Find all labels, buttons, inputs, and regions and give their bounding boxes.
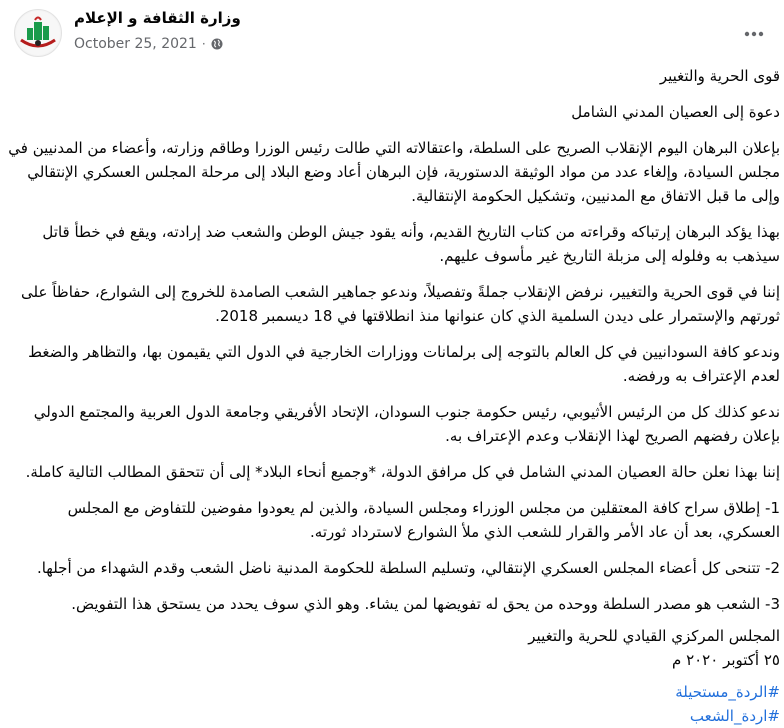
ministry-logo-icon: [15, 10, 61, 56]
demand-item: 2- تتنحى كل أعضاء المجلس العسكري الإنتقالي، وتسليم السلطة للحكومة المدنية ناضل الشعب وقدم الشهداء من أجلها.: [36, 559, 780, 577]
hashtags: [4, 680, 780, 728]
post-paragraph: بإعلان البرهان اليوم الإنقلاب الصريح على السلطة، واعتقالاته التي طالت رئيس الوزرا وطاقم وزارته، وأعضاء من المدنيين في مجلس السيادة، وإلغاء عدد من مواد الوثيقة الدستورية، فإن البرهان أعاد وضع البلاد إلى مرحلة المجلس العسكري الإنتقالي وإلى ما قبل الاتفاق مع المدنيين، وتشكيل الحكومة الإنتقالية.: [8, 139, 780, 205]
hashtag-link[interactable]: #الردة_مستحيلة: [675, 683, 780, 701]
post-header: [0, 0, 784, 60]
post-title: قوى الحرية والتغيير: [659, 67, 780, 85]
post-paragraph: بهذا يؤكد البرهان إرتباكه وقراءته من كتاب التاريخ القديم، وأنه يقود جيش الوطن والشعب ضد إرادته، ويقع في خطأ قاتل سيذهب به وفلوله إلى مزبلة التاريخ غير مأسوف عليهم.: [42, 223, 780, 265]
signature: [4, 624, 780, 672]
signature-date: ٢٥ أكتوبر ٢٠٢٠ م: [672, 651, 780, 669]
post-body: [4, 64, 780, 728]
post-timestamp[interactable]: October 25, 2021: [74, 36, 197, 52]
more-options-button[interactable]: [736, 16, 772, 52]
page-avatar[interactable]: [14, 9, 62, 57]
demand-item: 3- الشعب هو مصدر السلطة ووحده من يحق له تفويضها لمن يشاء. وهو الذي سوف يحدد من يستحق هذا التفويض.: [71, 595, 780, 613]
post-subtitle: دعوة إلى العصيان المدني الشامل: [571, 103, 780, 121]
post-paragraph: إننا في قوى الحرية والتغيير، نرفض الإنقلاب جملةً وتفصيلاً، وندعو جماهير الشعب الصامدة للخروج إلى الشوارع، حفاظاً على ثورتهم والإستمرار على ديدن السلمية الذي كان عنوانها منذ انطلاقتها في 18 ديسمبر 2018.: [21, 283, 780, 325]
post-paragraph: إننا بهذا نعلن حالة العصيان المدني الشامل في كل مرافق الدولة، *وجميع أنحاء البلاد* إلى أن تتحقق المطالب التالية كاملة.: [25, 463, 780, 481]
page-name[interactable]: وزارة الثقافة و الإعلام: [74, 9, 241, 27]
more-dots-icon: [744, 31, 764, 37]
demand-item: 1- إطلاق سراح كافة المعتقلين من مجلس الوزراء ومجلس السيادة، والذين لم يعودوا مفوضين للتفاوض مع المجلس العسكري، بعد أن عاد الأمر والقرار للشعب الذي ملأ الشوارع لاسترداد ثورته.: [67, 499, 780, 541]
hashtag-link[interactable]: #اردة_الشعب: [689, 707, 780, 725]
meta-separator: ·: [201, 37, 206, 51]
globe-icon[interactable]: [211, 38, 223, 50]
post-paragraph: ندعو كذلك كل من الرئيس الأثيوبي، رئيس حكومة جنوب السودان، الإتحاد الأفريقي وجامعة الدول العربية والمجتمع الدولي بإعلان رفضهم الصريح لهذا الإنقلاب وعدم الإعتراف به.: [33, 403, 780, 445]
post-meta: [74, 36, 223, 52]
post-paragraph: وندعو كافة السودانيين في كل العالم بالتوجه إلى برلمانات ووزارات الخارجية في الدول التي يقيمون بها، والتظاهر والضغط لعدم الإعتراف به ورفضه.: [28, 343, 780, 385]
signature-org: المجلس المركزي القيادي للحرية والتغيير: [528, 627, 780, 645]
